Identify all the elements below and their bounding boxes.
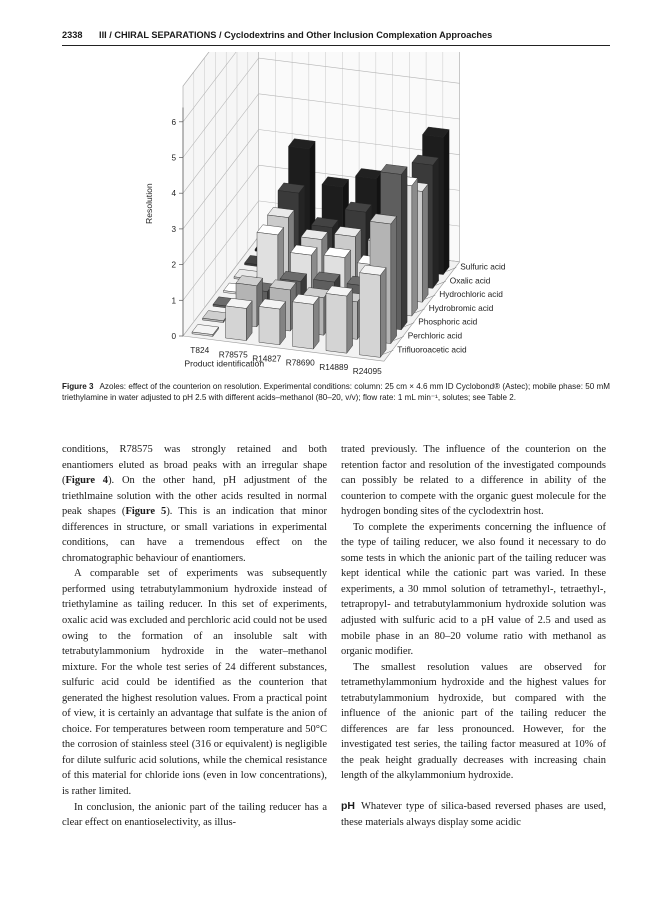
right-column [341,442,606,830]
bar-front [293,302,314,349]
bar-side [391,216,397,343]
figure-3-chart [0,52,668,382]
paragraph: The smallest resolution values are observed for tetramethylammonium hydroxide and the highest values for tetrabutylammonium hydroxide, but compared with the influence of the anionic part of the tailing reducer the differences are far less pronounced. However, for the investigated test series, the tailing factor measured at 10% of the peak height gradually decreases with increasing chain length of the alkylammonium hydroxide. [341,661,606,782]
paragraph: conditions, R78575 was strongly retained and both enantiomers eluted as broad peaks with an irregular shape (Figure 4). On the other hand, pH adjustment of the triethlmaine solution with the other acids resulted in normal peak shapes (Figure 5). This is an indication that minor differences in structure, or small variations in experimental conditions, can have a tremendous effect on the chromatographic behaviour of enantiomers. [62,444,327,564]
x-axis-label: Product identification [184,358,265,369]
paragraph: trated previously. The influence of the counterion on the retention factor and resolution of the investigated compounds can possibly be related to a difference in ability of the counterion to compete with the organic guest molecule for the hydrogen bonding sites of the cyclodextrin host. [341,444,606,518]
figure-reference[interactable]: Figure 5 [125,506,167,518]
y-tick-label: 4 [171,189,176,199]
figure-caption-text: Azoles: effect of the counterion on resolution. Experimental conditions: column: 25 cm × 4.6 mm ID Cyclobond® (Astec); mobile phase: 50 mM triethylamine in water adjusted to pH 2.5 with different acids–methanol (80–20, v/v); flow rate: 1 mL min⁻¹, solutes; see Table 2. [62,382,610,403]
category-label: T824 [190,345,210,356]
y-tick-label: 6 [171,117,176,127]
series-label: Hydrochloric acid [439,289,503,300]
y-tick-label: 3 [171,224,176,234]
bar-front [259,307,280,345]
category-label: R24095 [352,366,382,377]
running-header [62,30,610,46]
bar-front [226,306,247,341]
y-tick-label: 1 [171,296,176,306]
figure-label: Figure 3 [62,382,94,391]
paragraph: In conclusion, the anionic part of the tailing reducer has a clear effect on enantioselectivity, as illus- [62,801,327,829]
bar-side [422,184,428,302]
bar-front [360,273,381,358]
y-tick-label: 0 [171,332,176,341]
category-label: R78575 [218,349,248,360]
bar-side [347,289,353,354]
bar-side [380,268,386,358]
y-tick-label: 2 [171,260,176,270]
paragraph: To complete the experiments concerning the influence of the type of tailing reducer, we also found it necessary to do some tests in which the anionic part of the tailing reducer was kept identical while the cationic part was varied. In these experiments, a 30 mmol solution of tetramethyl-, tetraethyl-, tetrapropyl- and tetrabutylammonium hydroxide solution was adjusted with sulfuric acid to a pH value of 2.5 and used as mobile phase in an 80–20 volume ratio with methanol as organic modifier. [341,521,606,658]
left-column [62,442,327,831]
bar-side [443,130,449,275]
header-rule [62,45,610,46]
paragraph: A comparable set of experiments was subsequently performed using tetrabutylammonium hydroxide instead of triethylamine as tailing reducer. In this set of experiments, oxalic acid was excluded and perchloric acid could not be used owing to the formation of an insoluble salt with tetrabutylammonium hydroxide in the water–methanol mixture. For the whole test series of 24 different substances, sulfuric acid could be identified as the counterion that generated the highest resolution values. From a practical point of view, it is certainly an advantage that sulfate is the anion of choice. For temperatures between room temperature and 50°C the corrosion of stainless steel (316 or equivalent) is negligible for dilute sulfuric acid solutions, while the chemical resistance of this material for chloride ions (even in low concentrations), is rather limited. [62,568,327,798]
figure-reference[interactable]: Figure 4 [65,475,109,487]
series-label: Perchloric acid [407,330,463,341]
bar-trifluoroacetic-acid-r14889 [326,286,353,353]
figure-caption [62,381,610,404]
section-heading: pH [341,800,355,813]
bar-side [313,297,319,349]
category-label: R14827 [252,353,282,364]
bar-trifluoroacetic-acid-r24095 [360,265,387,357]
bar-trifluoroacetic-acid-r14827 [259,299,286,345]
bar-front [326,294,347,354]
bar-trifluoroacetic-acid-r78690 [293,294,320,349]
y-axis-label: Resolution [144,183,154,224]
page-number: 2338 [62,30,83,40]
series-label: Oxalic acid [449,275,491,286]
bar-side [401,167,407,330]
bar-side [433,158,439,289]
running-title: III / CHIRAL SEPARATIONS / Cyclodextrins and Other Inclusion Complexation Approaches [99,30,493,40]
bar-trifluoroacetic-acid-r78575 [226,298,253,340]
y-tick-label: 5 [171,153,176,163]
series-label: Hydrobromic acid [428,302,494,313]
category-label: R78690 [285,357,315,368]
series-label: Phosphoric acid [418,316,478,327]
paragraph: pH Whatever type of silica-based reversed phases are used, these materials always display some acidic [341,800,606,828]
series-label: Trifluoroacetic acid [397,344,467,355]
bar-side [412,178,418,316]
series-label: Sulfuric acid [460,261,506,272]
category-label: R14889 [319,361,349,372]
